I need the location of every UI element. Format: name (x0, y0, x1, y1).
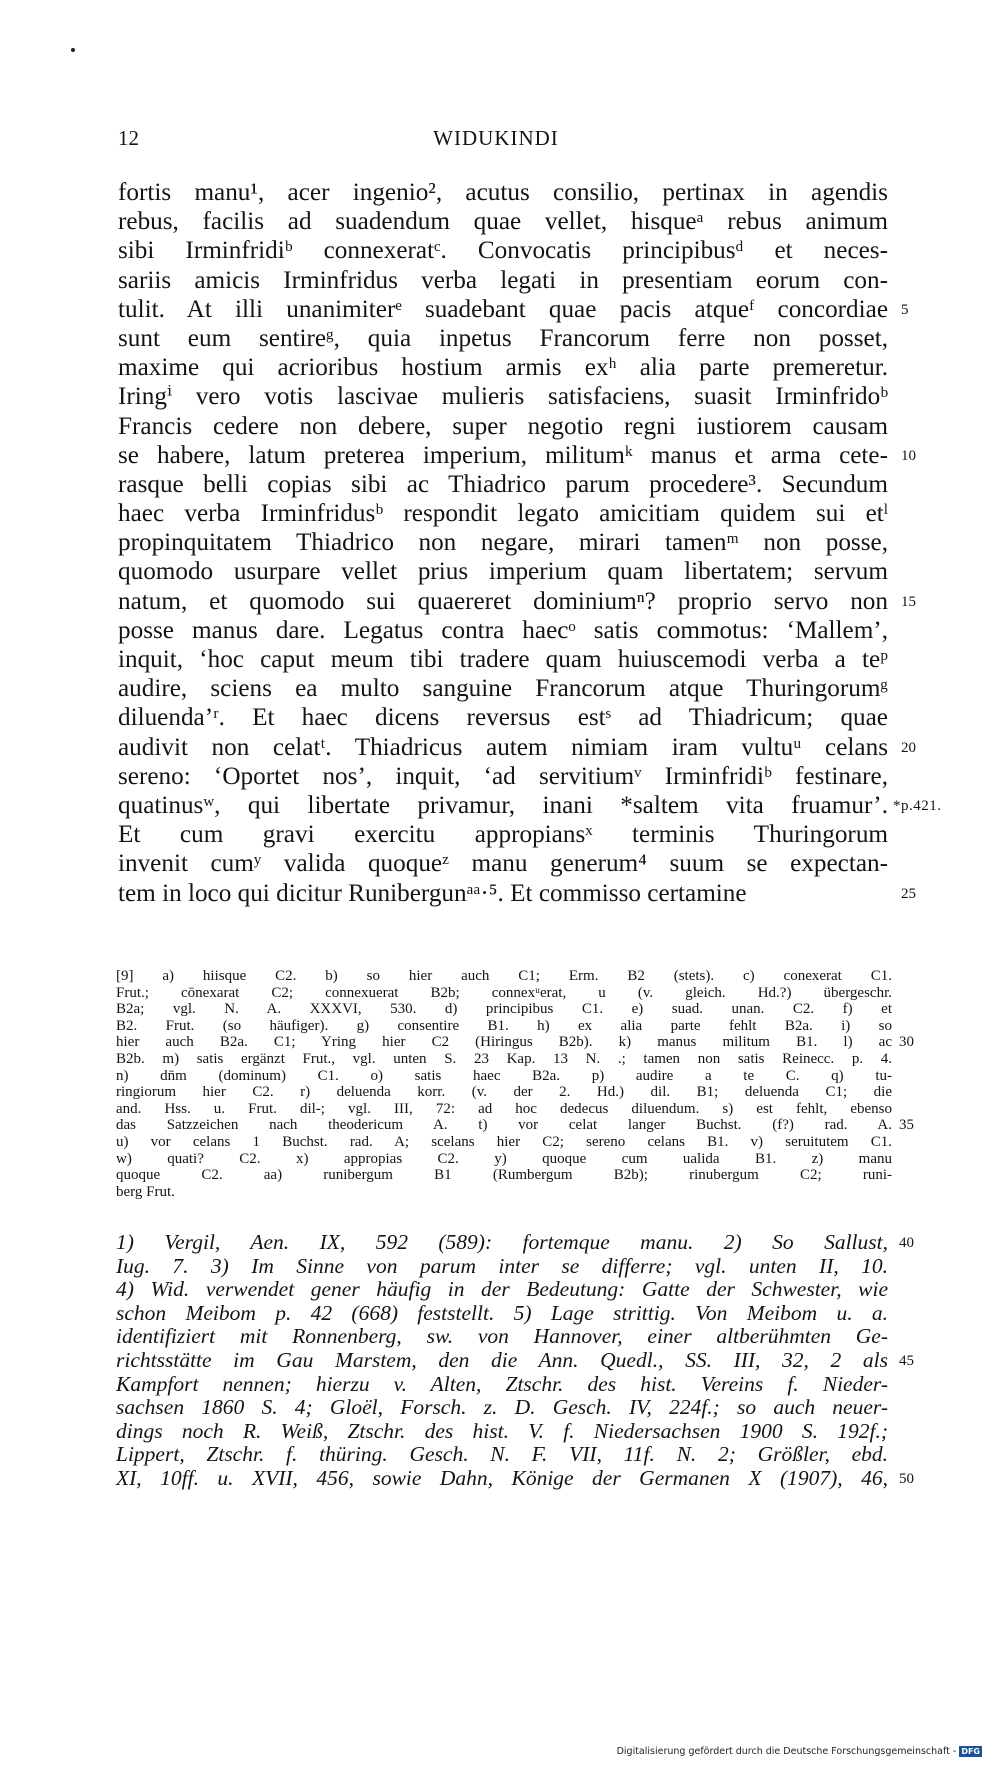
footnote-line-text: dings noch R. Weiß, Ztschr. des hist. V. f. Niedersachsen 1900 S. 192f.; (116, 1418, 888, 1443)
footnote-line (116, 1278, 906, 1302)
main-text-line-text: Iringⁱ vero votis lascivae mulieris satisfaciens, suasit Irminfridoᵇ (118, 383, 888, 411)
main-text-line-text: sunt eum sentireᵍ, quia inpetus Francorum ferre non posset, (118, 324, 888, 352)
main-text-line-text: tulit. At illi unanimiterᵉ suadebant quae pacis atqueᶠ concordiae (118, 295, 888, 323)
main-text-line-text: fortis manu¹, acer ingenio², acutus consilio, pertinax in agendis (118, 179, 888, 206)
footnote-line-text: Kampfort nennen; hierzu v. Alten, Ztschr. des hist. Vereins f. Nieder- (116, 1371, 888, 1396)
digitization-credit (617, 1746, 982, 1757)
line-number: 25 (901, 885, 916, 902)
footnote-line (116, 1420, 906, 1444)
main-text-line-text: diluenda’ʳ. Et haec dicens reversus estˢ ad Thiadricum; quae (118, 704, 888, 732)
line-number: 20 (901, 739, 916, 756)
main-text-line (118, 674, 892, 703)
apparatus-line (116, 1101, 906, 1118)
apparatus-line (116, 1018, 906, 1035)
apparatus-line (116, 1117, 914, 1134)
line-number: 5 (901, 301, 909, 318)
main-text-line (118, 791, 942, 820)
apparatus-line-text: B2b. m) satis ergänzt Frut., vgl. unten S. 23 Kap. 13 N. .; tamen non satis Reinecc. p. 4. (116, 1050, 892, 1067)
main-text-line-text: natum, et quomodo sui quaereret dominiumⁿ? proprio servo non (118, 587, 888, 615)
line-number: 15 (901, 593, 916, 610)
apparatus-line (116, 968, 906, 985)
footnote-line (116, 1230, 914, 1255)
apparatus-line (116, 985, 906, 1002)
main-text-line (118, 616, 892, 645)
main-text-line (118, 528, 892, 557)
apparatus-line-text: hier auch B2a. C1; Yring hier C2 (Hiringus B2b). k) manus militum B1. l) ac (116, 1034, 892, 1051)
apparatus-line-text: B2. Frut. (so häufiger). g) consentire B1. h) ex alia parte fehlt B2a. i) so (116, 1017, 892, 1034)
line-number: 50 (899, 1470, 914, 1487)
main-text-line-text: rebus, facilis ad suadendum quae vellet, hisqueᵃ rebus animum (118, 208, 888, 236)
apparatus-line (116, 1001, 906, 1018)
line-number: 35 (899, 1117, 914, 1134)
main-text-line (118, 441, 916, 470)
apparatus-line (116, 1068, 906, 1085)
main-text-line (118, 295, 909, 324)
main-text-line (118, 178, 892, 207)
main-text-line-text: sariis amicis Irminfridus verba legati in presentiam eorum con- (118, 266, 888, 294)
main-text-line (118, 499, 892, 528)
main-text-line-text: posse manus dare. Legatus contra haecᵒ satis commotus: ‘Mallem’, (118, 616, 888, 644)
main-text-line (118, 266, 892, 295)
main-text-line (118, 703, 892, 732)
apparatus-line-text: [9] a) hiisque C2. b) so hier auch C1; Erm. B2 (stets). c) conexerat C1. (116, 968, 892, 984)
footnotes (116, 1230, 914, 1491)
apparatus-line (116, 1134, 906, 1151)
apparatus-line-text: and. Hss. u. Frut. dil-; vgl. III, 72: ad hoc dedecus diluendum. s) est fehlt, ebenso (116, 1100, 892, 1117)
dfg-logo: DFG (961, 1747, 980, 1756)
running-title: WIDUKINDI (433, 126, 559, 150)
apparatus-line-text: u) vor celans 1 Buchst. rad. A; scelans hier C2; sereno celans B1. v) seruitutem C1. (116, 1133, 892, 1150)
main-text-line (118, 412, 892, 441)
critical-apparatus (116, 968, 914, 1200)
main-text-line (118, 820, 892, 849)
credit-text: Digitalisierung gefördert durch die Deutsche Forschungsgemeinschaft - (616, 1746, 957, 1757)
line-number: 30 (899, 1034, 914, 1051)
main-text-line-text: quatinusʷ, qui libertate privamur, inani *saltem vita fruamur’. (118, 791, 888, 819)
footnote-line (116, 1465, 914, 1491)
footnote-line-text: Lippert, Ztschr. f. thüring. Gesch. N. F. VII, 11f. N. 2; Größler, ebd. (116, 1442, 888, 1467)
footnote-line (116, 1396, 906, 1420)
apparatus-line-text: ringiorum hier C2. r) deluenda korr. (v. der 2. Hd.) dil. B1; deluenda C1; die (116, 1084, 892, 1101)
footnote-line-text: 4) Wid. verwendet gener häufig in der Bedeutung: Gatte der Schwester, wie (116, 1277, 888, 1302)
apparatus-line (116, 1151, 906, 1168)
main-text-line-text: sereno: ‘Oportet nos’, inquit, ‘ad servitiumᵛ Irminfridiᵇ festinare, (118, 762, 888, 790)
line-number: 10 (901, 447, 916, 464)
apparatus-line (116, 1051, 906, 1068)
main-text-line (118, 207, 892, 236)
footnote-line-text: 1) Vergil, Aen. IX, 592 (589): fortemque manu. 2) So Sallust, (116, 1230, 888, 1254)
apparatus-line-text: n) dn̄m (dominum) C1. o) satis haec B2a. p) audire a te C. q) tu- (116, 1067, 892, 1084)
main-text-line-text: audivit non celatᵗ. Thiadricus autem nimiam iram vultuᵘ celans (118, 733, 888, 761)
apparatus-line (116, 1034, 914, 1051)
main-text-line-text: Et cum gravi exercitu appropiansˣ terminis Thuringorum (118, 821, 888, 849)
line-number: 45 (899, 1352, 914, 1369)
page-number: 12 (118, 126, 139, 150)
footnote-line-text: sachsen 1860 S. 4; Gloël, Forsch. z. D. Gesch. IV, 224f.; so auch neuer- (116, 1395, 888, 1420)
apparatus-line-text: das Satzzeichen nach theodericum A. t) vor celat langer Buchst. (f?) rad. A. (116, 1117, 892, 1134)
main-text-line (118, 587, 916, 616)
footnote-line-text: Iug. 7. 3) Im Sinne von parum inter se differre; vgl. unten II, 10. (116, 1253, 888, 1278)
footnote-line-text: identifiziert mit Ronnenberg, sw. von Hannover, einer altberühmten Ge- (116, 1324, 888, 1349)
main-text-line-text: Francis cedere non debere, super negotio regni iustiorem causam (118, 412, 888, 440)
main-text-line (118, 470, 892, 499)
main-text-line (118, 733, 916, 762)
apparatus-line-text: Frut.; cōnexarat C2; connexuerat B2b; connexᵘerat, u (v. gleich. Hd.?) übergeschr. (116, 984, 892, 1001)
main-text-line (118, 879, 916, 908)
main-text-line (118, 353, 892, 382)
main-text-line-text: haec verba Irminfridusᵇ respondit legato amicitiam quidem sui etˡ (118, 500, 888, 528)
line-number: 40 (899, 1235, 914, 1251)
footnote-line-text: richtsstätte im Gau Marstem, den die Ann. Quedl., SS. III, 32, 2 als (116, 1347, 888, 1372)
footnote-line (116, 1325, 906, 1349)
main-text-line-text: se habere, latum preterea imperium, militumᵏ manus et arma cete- (118, 441, 888, 469)
main-text-line-text: maxime qui acrioribus hostium armis exʰ alia parte premeretur. (118, 354, 888, 382)
main-text-line-text: quomodo usurpare vellet prius imperium quam libertatem; servum (118, 558, 888, 586)
footnote-line (116, 1255, 906, 1279)
footnote-line (116, 1373, 906, 1397)
main-text-line (118, 557, 892, 586)
apparatus-line (116, 1167, 906, 1184)
main-text-line-text: sibi Irminfridiᵇ connexeratᶜ. Convocatis principibusᵈ et neces- (118, 237, 888, 265)
main-text-line (118, 645, 892, 674)
main-text-line-text: invenit cumʸ valida quoqueᶻ manu generum⁴ suum se expectan- (118, 850, 888, 878)
main-text-line-text: propinquitatem Thiadrico non negare, mirari tamenᵐ non posse, (118, 529, 888, 557)
apparatus-line-text: berg Frut. (116, 1183, 175, 1200)
main-text (118, 178, 942, 908)
main-text-line-text: audire, sciens ea multo sanguine Francorum atque Thuringorumᵍ (118, 675, 888, 703)
main-text-line (118, 236, 892, 265)
main-text-line (118, 849, 892, 878)
footnote-line (116, 1443, 906, 1467)
footnote-line (116, 1302, 906, 1326)
main-text-line-text: tem in loco qui dicitur Runibergunᵃᵃ·⁵. Et commisso certamine (118, 879, 747, 907)
apparatus-line (116, 1184, 906, 1201)
main-text-line-text: inquit, ‘hoc caput meum tibi tradere quam huiuscemodi verba a teᵖ (118, 646, 888, 673)
running-header (118, 126, 874, 156)
footnote-line-text: schon Meibom p. 42 (668) feststellt. 5) Lage strittig. Von Meibom u. a. (116, 1300, 888, 1325)
apparatus-line-text: B2a; vgl. N. A. XXXVI, 530. d) principibus C1. e) suad. unan. C2. f) et (116, 1001, 892, 1018)
speck-mark (71, 48, 75, 52)
apparatus-line-text: quoque C2. aa) runibergum B1 (Rumbergum B2b); rinubergum C2; runi- (116, 1167, 892, 1184)
page-reference: *p.421. (893, 797, 942, 814)
apparatus-line (116, 1084, 906, 1101)
main-text-line (118, 762, 892, 791)
apparatus-line-text: w) quati? C2. x) appropias C2. y) quoque cum ualida B1. z) manu (116, 1150, 892, 1167)
main-text-line-text: rasque belli copias sibi ac Thiadrico parum procedere³. Secundum (118, 470, 888, 498)
footnote-line-text: XI, 10ff. u. XVII, 456, sowie Dahn, Könige der Germanen X (1907), 46, (116, 1465, 888, 1490)
footnote-line (116, 1347, 914, 1373)
main-text-line (118, 324, 892, 353)
main-text-line (118, 382, 892, 411)
